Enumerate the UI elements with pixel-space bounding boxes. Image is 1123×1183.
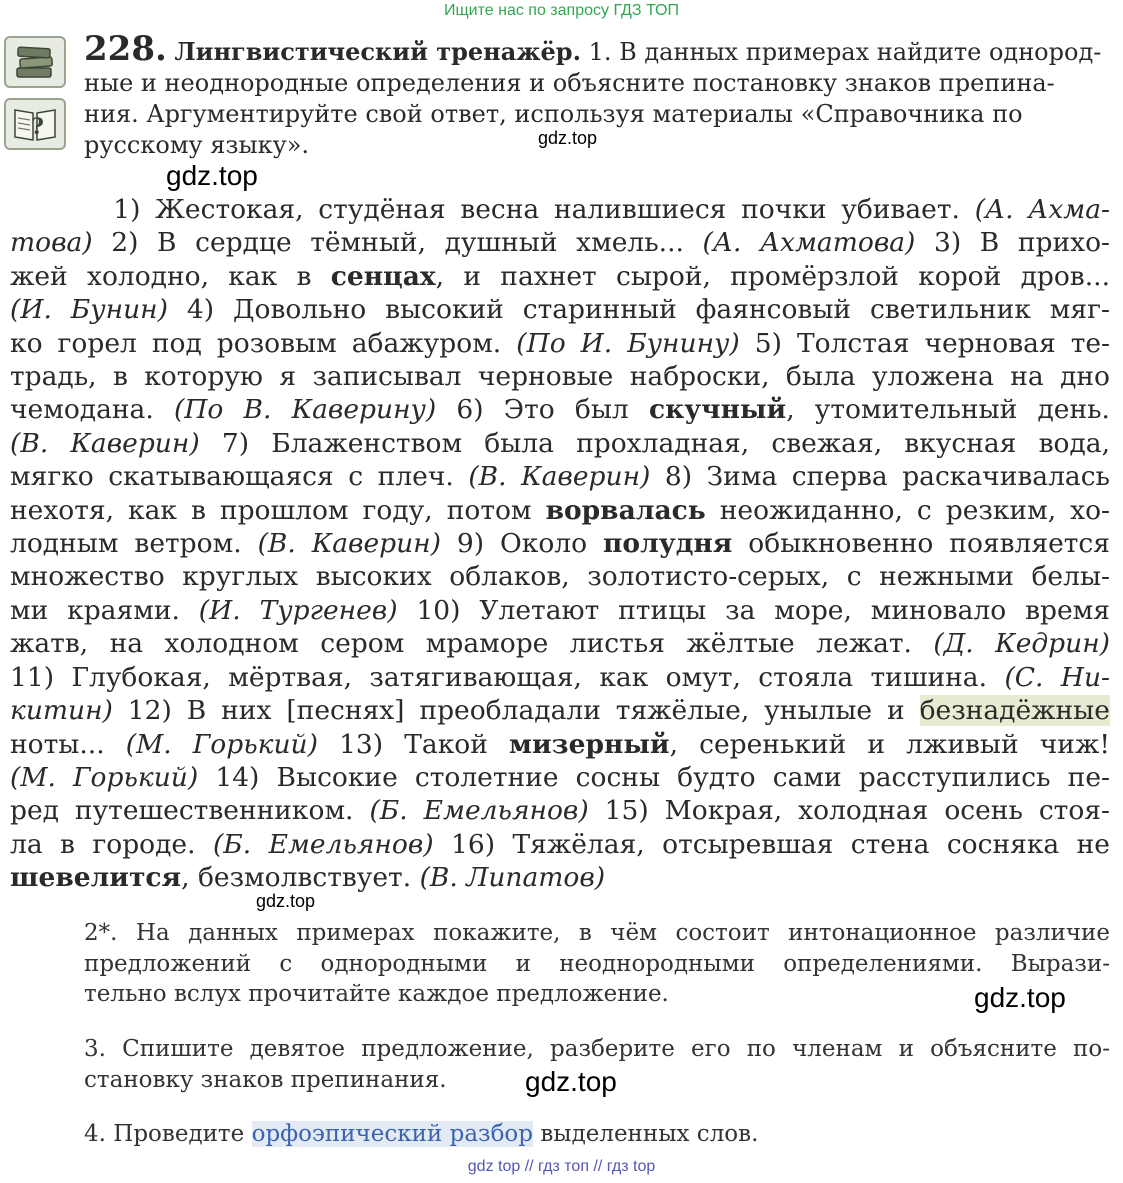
task1-line: ные и неоднородные определения и объясните постановку знаков препина- xyxy=(84,69,1055,97)
task-4: 4. Проведите орфоэпический разбор выделенных слов. xyxy=(84,1121,759,1147)
task1-line: ния. Аргументируйте свой ответ, используя материалы «Справочника по xyxy=(84,100,1023,128)
text-line: ред путешественником. (Б. Емельянов) 15) Мокрая, холодная осень стоя- xyxy=(10,795,1110,827)
watermark: gdz.top xyxy=(166,160,258,191)
watermark: gdz.top xyxy=(525,1066,617,1097)
highlighted-word: полудня xyxy=(603,528,733,560)
bottom-links[interactable]: gdz top // гдз топ // гдз top xyxy=(467,1158,656,1175)
watermark: gdz.top xyxy=(538,128,598,148)
text-line: (М. Горький) 14) Высокие столетние сосны будто сами расступились пе- xyxy=(10,761,1110,793)
text-line: ноты... (М. Горький) 13) Такой мизерный, серенький и лживый чиж! xyxy=(10,728,1110,760)
highlighted-word: безнадёжные xyxy=(919,695,1110,727)
task-2: 2*. На данных примерах покажите, в чём состоит интонационное различие предложений с однородными и неоднородными определениями. Вырази- тельно вслух прочитайте каждое предложение. xyxy=(84,920,1110,1007)
text-line: (В. Каверин) 7) Блаженством была прохладная, свежая, вкусная вода, xyxy=(10,427,1110,459)
text-line: жатв, на холодном сером мраморе листья жёлтые лежат. (Д. Кедрин) xyxy=(10,628,1110,660)
text-line: ла в городе. (Б. Емельянов) 16) Тяжёлая, отсыревшая стена сосняка не xyxy=(10,828,1110,860)
text-line: множество круглых высоких облаков, золотисто-серых, с нежными белы- xyxy=(10,561,1110,593)
highlighted-word: сенцах xyxy=(330,260,436,292)
examples-text xyxy=(10,193,1110,895)
text-line: шевелится, безмолвствует. (В. Липатов) xyxy=(10,862,606,894)
text-line: жей холодно, как в сенцах, и пахнет сырой, промёрзлой корой дров... xyxy=(10,260,1110,292)
books-icon xyxy=(4,36,66,88)
highlighted-word: шевелится xyxy=(10,862,182,894)
text-line: (И. Бунин) 4) Довольно высокий старинный фаянсовый светильник мяг- xyxy=(10,294,1110,326)
text-line: чемодана. (По В. Каверину) 6) Это был скучный, утомительный день. xyxy=(10,394,1110,426)
text-line: традь, в которую я записывал черновые наброски, была уложена на дно xyxy=(10,361,1110,393)
highlighted-word: мизерный xyxy=(509,728,670,760)
text-line: 11) Глубокая, мёртвая, затягивающая, как омут, стояла тишина. (С. Ни- xyxy=(10,661,1111,693)
text-line: нехотя, как в прошлом году, потом ворвалась неожиданно, с резким, хо- xyxy=(10,494,1110,526)
svg-text:?: ? xyxy=(31,114,44,140)
text-line: ми краями. (И. Тургенев) 10) Улетают птицы за море, миновало время xyxy=(10,594,1110,626)
text-line: това) 2) В сердце тёмный, душный хмель... (А. Ахматова) 3) В прихо- xyxy=(10,227,1110,259)
text-line: китин) 12) В них [песнях] преобладали тяжёлые, унылые и безнадёжные xyxy=(10,695,1110,727)
watermark: gdz.top xyxy=(974,982,1066,1013)
task-3: 3. Спишите девятое предложение, разберите его по членам и объясните по- становку знаков препинания. xyxy=(84,1036,1110,1093)
task1-line: русскому языку». xyxy=(84,131,309,159)
text-line: мягко скатывающаяся с плеч. (В. Каверин) 8) Зима сперва раскачивалась xyxy=(10,461,1110,493)
orthoepic-analysis-link[interactable]: орфоэпический разбор xyxy=(251,1121,533,1147)
watermark: gdz.top xyxy=(256,891,316,911)
search-hint-link[interactable]: Ищите нас по запросу ГДЗ ТОП xyxy=(444,2,679,19)
highlighted-word: ворвалась xyxy=(545,494,706,526)
exercise-title: Лингвистический тренажёр. xyxy=(174,37,581,66)
text-line: ко горел под розовым абажуром. (По И. Бунину) 5) Толстая черновая те- xyxy=(10,327,1110,359)
highlighted-word: скучный xyxy=(648,394,787,426)
exercise-heading xyxy=(84,29,1112,161)
exercise-number: 228. xyxy=(84,29,167,69)
task1-line: 1. В данных примерах найдите однород- xyxy=(588,38,1102,66)
text-line: лодным ветром. (В. Каверин) 9) Около полудня обыкновенно появляется xyxy=(10,528,1110,560)
question-book-icon xyxy=(4,98,66,150)
text-line: 1) Жестокая, студёная весна налившиеся почки убивает. (А. Ахма- xyxy=(113,194,1110,225)
